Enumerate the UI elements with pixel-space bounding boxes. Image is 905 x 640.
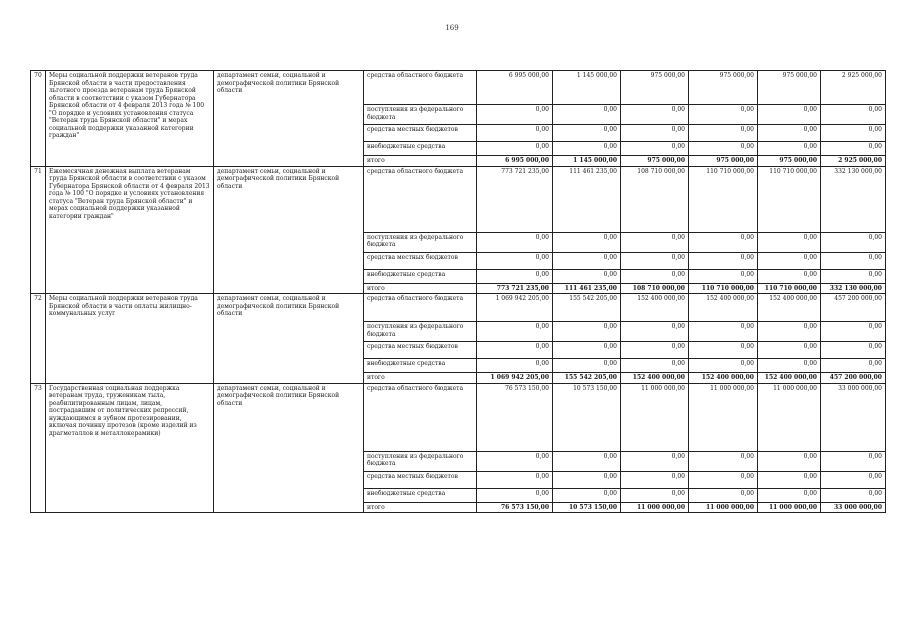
amount-cell: 975 000,00 [689,71,758,105]
amount-cell: 11 000 000,00 [621,502,689,513]
amount-cell: 0,00 [621,232,689,252]
amount-cell: 2 925 000,00 [821,156,886,167]
funding-source: внебюджетные средства [364,142,477,156]
amount-cell: 773 721 235,00 [477,166,553,232]
funding-source: итого [364,502,477,513]
amount-cell: 0,00 [821,232,886,252]
amount-cell: 0,00 [477,451,553,471]
amount-cell: 0,00 [553,232,621,252]
amount-cell: 111 461 235,00 [553,283,621,294]
funding-source: средства областного бюджета [364,71,477,105]
amount-cell: 0,00 [689,451,758,471]
amount-cell: 33 000 000,00 [821,383,886,451]
table-row [31,294,886,322]
amount-cell: 0,00 [821,342,886,359]
amount-cell: 0,00 [758,359,821,373]
amount-cell: 0,00 [689,342,758,359]
amount-cell: 0,00 [621,488,689,502]
amount-cell: 0,00 [553,125,621,142]
measure-name: Меры социальной поддержки ветеранов труда Брянской области в части оплаты жилищно-коммунальных услуг [46,294,214,384]
amount-cell: 11 000 000,00 [621,383,689,451]
amount-cell: 0,00 [477,252,553,269]
amount-cell: 0,00 [477,342,553,359]
amount-cell: 152 400 000,00 [689,294,758,322]
funding-source: средства местных бюджетов [364,125,477,142]
amount-cell: 0,00 [621,359,689,373]
table-row [31,166,886,232]
amount-cell: 0,00 [758,105,821,125]
amount-cell: 108 710 000,00 [621,166,689,232]
amount-cell: 0,00 [477,105,553,125]
amount-cell: 0,00 [821,471,886,488]
amount-cell: 11 000 000,00 [758,383,821,451]
funding-source: внебюджетные средства [364,488,477,502]
amount-cell: 773 721 235,00 [477,283,553,294]
amount-cell: 6 995 000,00 [477,71,553,105]
amount-cell: 0,00 [758,232,821,252]
row-number: 72 [31,294,46,384]
executor: департамент семьи, социальной и демографической политики Брянской области [214,166,364,294]
funding-source: поступления из федерального бюджета [364,451,477,471]
amount-cell: 0,00 [553,359,621,373]
page-number: 169 [445,24,459,32]
amount-cell: 0,00 [553,471,621,488]
table-row [31,71,886,105]
amount-cell: 0,00 [758,252,821,269]
amount-cell: 0,00 [758,488,821,502]
amount-cell: 0,00 [621,105,689,125]
amount-cell: 0,00 [689,359,758,373]
amount-cell: 0,00 [553,105,621,125]
funding-source: внебюджетные средства [364,269,477,283]
amount-cell: 0,00 [477,142,553,156]
amount-cell: 0,00 [821,105,886,125]
amount-cell: 155 542 205,00 [553,373,621,384]
funding-source: средства областного бюджета [364,294,477,322]
funding-source: итого [364,283,477,294]
funding-source: итого [364,156,477,167]
measure-name: Меры социальной поддержки ветеранов труда Брянской области в части предоставления льготного проезда ветеранам труда Брянской области в соответствии с указом Губернатора Брянской области от 4 февраля 2013 года № 100 "О порядке и условиях установления статуса "Ветеран труда Брянской области" и мерах социальной поддержки указанной категории граждан" [46,71,214,167]
amount-cell: 0,00 [821,252,886,269]
amount-cell: 110 710 000,00 [689,283,758,294]
budget-table-body [31,71,886,513]
funding-source: средства областного бюджета [364,166,477,232]
amount-cell: 0,00 [689,232,758,252]
amount-cell: 975 000,00 [758,156,821,167]
funding-source: поступления из федерального бюджета [364,322,477,342]
funding-source: поступления из федерального бюджета [364,232,477,252]
amount-cell: 0,00 [689,252,758,269]
measure-name: Государственная социальная поддержка ветеранам труда, труженикам тыла, реабилитированным лицам, лицам, пострадавшим от политических репрессий, нуждающимся в зубном протезировании, включая починку протезов (кроме изделий из драгметаллов и металлокерамики) [46,383,214,513]
amount-cell: 0,00 [477,125,553,142]
funding-source: поступления из федерального бюджета [364,105,477,125]
amount-cell: 0,00 [821,488,886,502]
amount-cell: 152 400 000,00 [621,373,689,384]
amount-cell: 975 000,00 [621,156,689,167]
row-number: 73 [31,383,46,513]
row-number: 70 [31,71,46,167]
amount-cell: 457 200 000,00 [821,294,886,322]
amount-cell: 0,00 [621,451,689,471]
amount-cell: 1 145 000,00 [553,156,621,167]
funding-source: итого [364,373,477,384]
amount-cell: 0,00 [553,252,621,269]
amount-cell: 0,00 [621,125,689,142]
amount-cell: 0,00 [689,125,758,142]
amount-cell: 0,00 [621,471,689,488]
amount-cell: 6 995 000,00 [477,156,553,167]
funding-source: средства местных бюджетов [364,342,477,359]
amount-cell: 0,00 [553,488,621,502]
amount-cell: 0,00 [553,451,621,471]
amount-cell: 0,00 [553,142,621,156]
amount-cell: 11 000 000,00 [758,502,821,513]
amount-cell: 10 573 150,00 [553,502,621,513]
amount-cell: 1 069 942 205,00 [477,294,553,322]
amount-cell: 76 573 150,00 [477,383,553,451]
amount-cell: 0,00 [477,322,553,342]
amount-cell: 108 710 000,00 [621,283,689,294]
budget-table [30,70,886,513]
amount-cell: 0,00 [821,359,886,373]
amount-cell: 0,00 [821,142,886,156]
amount-cell: 0,00 [758,451,821,471]
amount-cell: 110 710 000,00 [758,283,821,294]
amount-cell: 0,00 [758,471,821,488]
amount-cell: 1 145 000,00 [553,71,621,105]
amount-cell: 975 000,00 [689,156,758,167]
amount-cell: 152 400 000,00 [758,294,821,322]
measure-name: Ежемесячная денежная выплата ветеранам труда Брянской области в соответствии с указом Губернатора Брянской области от 4 февраля 2013 года № 100 "О порядке и условиях установления статуса "Ветеран труда Брянской области" и мерах социальной поддержки указанной категории граждан" [46,166,214,294]
amount-cell: 0,00 [621,142,689,156]
amount-cell: 0,00 [689,471,758,488]
amount-cell: 0,00 [477,488,553,502]
amount-cell: 0,00 [689,142,758,156]
amount-cell: 2 925 000,00 [821,71,886,105]
amount-cell: 33 000 000,00 [821,502,886,513]
amount-cell: 0,00 [477,269,553,283]
amount-cell: 10 573 150,00 [553,383,621,451]
amount-cell: 457 200 000,00 [821,373,886,384]
funding-source: средства областного бюджета [364,383,477,451]
amount-cell: 0,00 [477,359,553,373]
amount-cell: 0,00 [821,451,886,471]
amount-cell: 975 000,00 [758,71,821,105]
amount-cell: 0,00 [821,269,886,283]
amount-cell: 111 461 235,00 [553,166,621,232]
amount-cell: 152 400 000,00 [621,294,689,322]
amount-cell: 11 000 000,00 [689,502,758,513]
funding-source: внебюджетные средства [364,359,477,373]
amount-cell: 0,00 [821,125,886,142]
amount-cell: 0,00 [621,322,689,342]
amount-cell: 76 573 150,00 [477,502,553,513]
amount-cell: 110 710 000,00 [689,166,758,232]
amount-cell: 975 000,00 [621,71,689,105]
amount-cell: 110 710 000,00 [758,166,821,232]
amount-cell: 155 542 205,00 [553,294,621,322]
amount-cell: 0,00 [758,142,821,156]
amount-cell: 1 069 942 205,00 [477,373,553,384]
amount-cell: 0,00 [553,322,621,342]
amount-cell: 0,00 [621,342,689,359]
amount-cell: 0,00 [758,322,821,342]
amount-cell: 0,00 [477,471,553,488]
amount-cell: 0,00 [758,125,821,142]
amount-cell: 0,00 [821,322,886,342]
executor: департамент семьи, социальной и демографической политики Брянской области [214,71,364,167]
amount-cell: 0,00 [689,488,758,502]
executor: департамент семьи, социальной и демографической политики Брянской области [214,294,364,384]
amount-cell: 0,00 [621,269,689,283]
funding-source: средства местных бюджетов [364,471,477,488]
amount-cell: 0,00 [689,322,758,342]
amount-cell: 0,00 [553,269,621,283]
amount-cell: 0,00 [689,105,758,125]
amount-cell: 332 130 000,00 [821,166,886,232]
amount-cell: 332 130 000,00 [821,283,886,294]
row-number: 71 [31,166,46,294]
amount-cell: 0,00 [553,342,621,359]
funding-source: средства местных бюджетов [364,252,477,269]
amount-cell: 0,00 [689,269,758,283]
table-row [31,383,886,451]
executor: департамент семьи, социальной и демографической политики Брянской области [214,383,364,513]
amount-cell: 0,00 [477,232,553,252]
amount-cell: 11 000 000,00 [689,383,758,451]
amount-cell: 152 400 000,00 [689,373,758,384]
amount-cell: 0,00 [758,342,821,359]
amount-cell: 0,00 [621,252,689,269]
amount-cell: 0,00 [758,269,821,283]
amount-cell: 152 400 000,00 [758,373,821,384]
